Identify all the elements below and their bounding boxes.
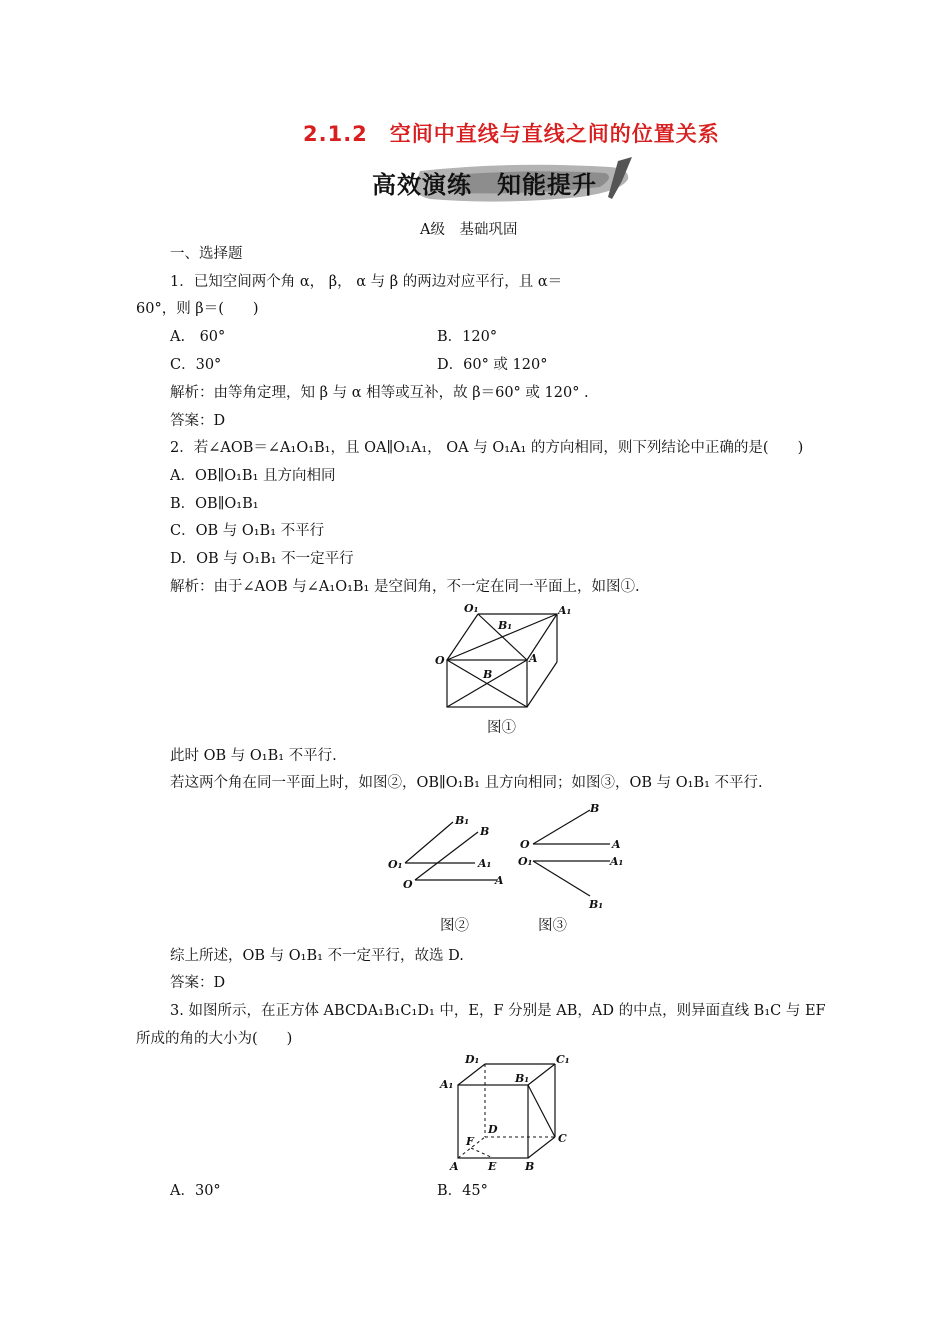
fig2-label-a1: A₁ (478, 857, 492, 870)
q1-analysis: 解析：由等角定理，知 β 与 α 相等或互补，故 β＝60° 或 120° . (170, 385, 589, 401)
fig2-label-o: O (403, 878, 413, 891)
section-heading: 一、选择题 (170, 246, 243, 262)
q2-option-b: B．OB∥O₁B₁ (170, 496, 259, 512)
fig3-label-b: B (590, 802, 600, 815)
fig2-label-o1: O₁ (388, 858, 403, 871)
cube-label-b1: B₁ (515, 1072, 530, 1085)
q1-stem-line1: 1．已知空间两个角 α， β， α 与 β 的两边对应平行，且 α＝ (170, 274, 563, 290)
q3-option-b: B．45° (437, 1183, 488, 1199)
fig1-label-b: B (483, 668, 493, 681)
cube-label-a: A (450, 1160, 459, 1173)
q1-option-a: A. 60° (170, 329, 226, 345)
q1-option-c: C．30° (170, 357, 222, 373)
fig1-caption: 图① (487, 720, 516, 736)
cube-label-c1: C₁ (556, 1053, 570, 1066)
q2-stem: 2．若∠AOB＝∠A₁O₁B₁，且 OA∥O₁A₁， OA 与 O₁A₁ 的方向相同，则下列结论中正确的是( ) (170, 440, 804, 456)
fig3-label-b1: B₁ (589, 898, 604, 911)
fig2-label-b: B (480, 825, 490, 838)
cube-label-a1: A₁ (440, 1078, 454, 1091)
fig1-label-o1: O₁ (464, 602, 479, 615)
level-heading: A级 基础巩固 (420, 222, 518, 238)
fig1-label-o: O (435, 654, 445, 667)
cube-label-d: D (488, 1123, 498, 1136)
banner-text: 高效演练 知能提升 (372, 171, 597, 199)
figure-3-non-parallel-angles (515, 798, 630, 913)
q1-stem-line2: 60°，则 β＝( ) (136, 301, 259, 317)
q2-summary: 综上所述，OB 与 O₁B₁ 不一定平行，故选 D. (170, 948, 464, 964)
section-banner (360, 157, 645, 209)
figure-cube (435, 1052, 575, 1174)
cube-label-c: C (558, 1132, 567, 1145)
q3-stem-line2: 所成的角的大小为( ) (136, 1031, 293, 1047)
fig1-label-a1: A₁ (558, 604, 572, 617)
cube-label-b: B (525, 1160, 535, 1173)
q2-option-a: A．OB∥O₁B₁ 且方向相同 (170, 468, 336, 484)
page-title: 2.1.2 空间中直线与直线之间的位置关系 (303, 122, 720, 146)
q2-option-c: C．OB 与 O₁B₁ 不平行 (170, 523, 325, 539)
cube-label-e: E (488, 1160, 497, 1173)
figure-1-box (430, 600, 580, 715)
q2-answer: 答案：D (170, 975, 226, 991)
fig3-label-o: O (520, 838, 530, 851)
figure-2-parallel-angles (385, 808, 515, 893)
q2-analysis: 解析：由于∠AOB 与∠A₁O₁B₁ 是空间角，不一定在同一平面上，如图①. (170, 579, 640, 595)
q1-answer: 答案：D (170, 413, 226, 429)
cube-label-d1: D₁ (465, 1053, 480, 1066)
cube-label-f: F (466, 1135, 474, 1148)
fig3-label-a: A (612, 838, 621, 851)
fig3-caption: 图③ (538, 918, 567, 934)
q1-option-b: B．120° (437, 329, 498, 345)
fig3-label-o1: O₁ (518, 855, 533, 868)
q2-option-d: D．OB 与 O₁B₁ 不一定平行 (170, 551, 354, 567)
fig1-label-a: A (529, 652, 538, 665)
fig1-label-b1: B₁ (498, 619, 513, 632)
fig2-label-b1: B₁ (455, 814, 470, 827)
q1-option-d: D．60° 或 120° (437, 357, 548, 373)
q3-stem-line1: 3. 如图所示，在正方体 ABCDA₁B₁C₁D₁ 中，E，F 分别是 AB，AD 的中点，则异面直线 B₁C 与 EF (170, 1003, 826, 1019)
q3-option-a: A．30° (170, 1183, 221, 1199)
fig2-caption: 图② (440, 918, 469, 934)
q2-after-fig1: 此时 OB 与 O₁B₁ 不平行. (170, 748, 337, 764)
fig2-label-a: A (495, 874, 504, 887)
q2-planar: 若这两个角在同一平面上时，如图②，OB∥O₁B₁ 且方向相同；如图③，OB 与 O₁B₁ 不平行. (170, 775, 763, 791)
fig3-label-a1: A₁ (610, 855, 624, 868)
